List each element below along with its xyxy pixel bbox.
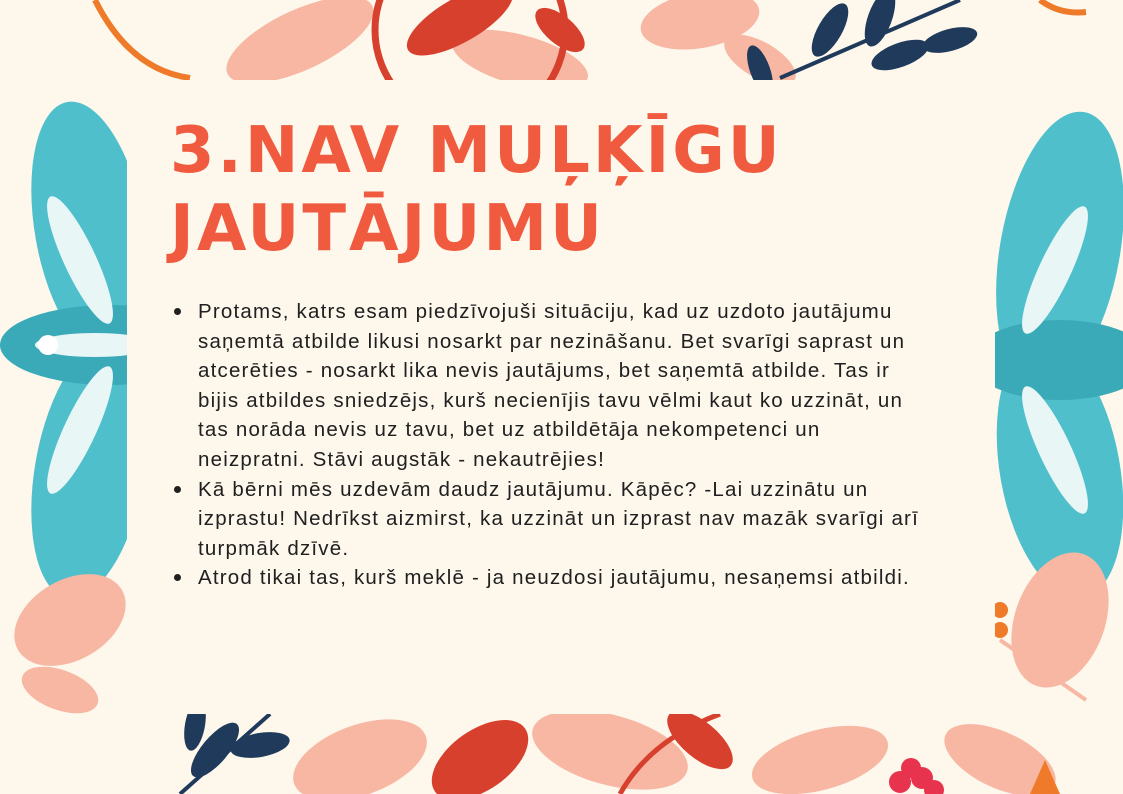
bullet-item-1: Protams, katrs esam piedzīvojuši situāciju, kad uz uzdoto jautājumu saņemtā atbilde likusi nosarkt par nezināšanu. Bet svarīgi saprast un atcerēties - nosarkt lika nevis jautājums, bet saņemtā atbilde. Tas ir bijis atbildes sniedzējs, kurš necienījis tavu vēlmi kaut ko uzzināt, un tas norāda nevis uz tavu, bet uz atbildētāja nekompetenci un neizpratni. Stāvi augstāk - nekautrējies! (198, 297, 928, 475)
orange-arc-decoration (95, 0, 190, 78)
bullet-item-2: Kā bērni mēs uzdevām daudz jautājumu. Kāpēc? -Lai uzzinātu un izprastu! Nedrīkst aizmirst, ka uzzināt un izprast nav mazāk svarīgi arī turpmāk dzīvē. (198, 475, 928, 564)
bullet-item-3: Atrod tikai tas, kurš meklē - ja neuzdosi jautājumu, nesaņemsi atbildi. (198, 563, 928, 593)
bullet-list (198, 297, 928, 593)
orange-arc-decoration-right (1040, 0, 1086, 13)
leaf-decoration-icon (16, 658, 105, 723)
flower-decoration-icon (889, 758, 944, 794)
slide-title: 3.NAV MUĻĶĪGU JAUTĀJUMU (170, 114, 783, 266)
